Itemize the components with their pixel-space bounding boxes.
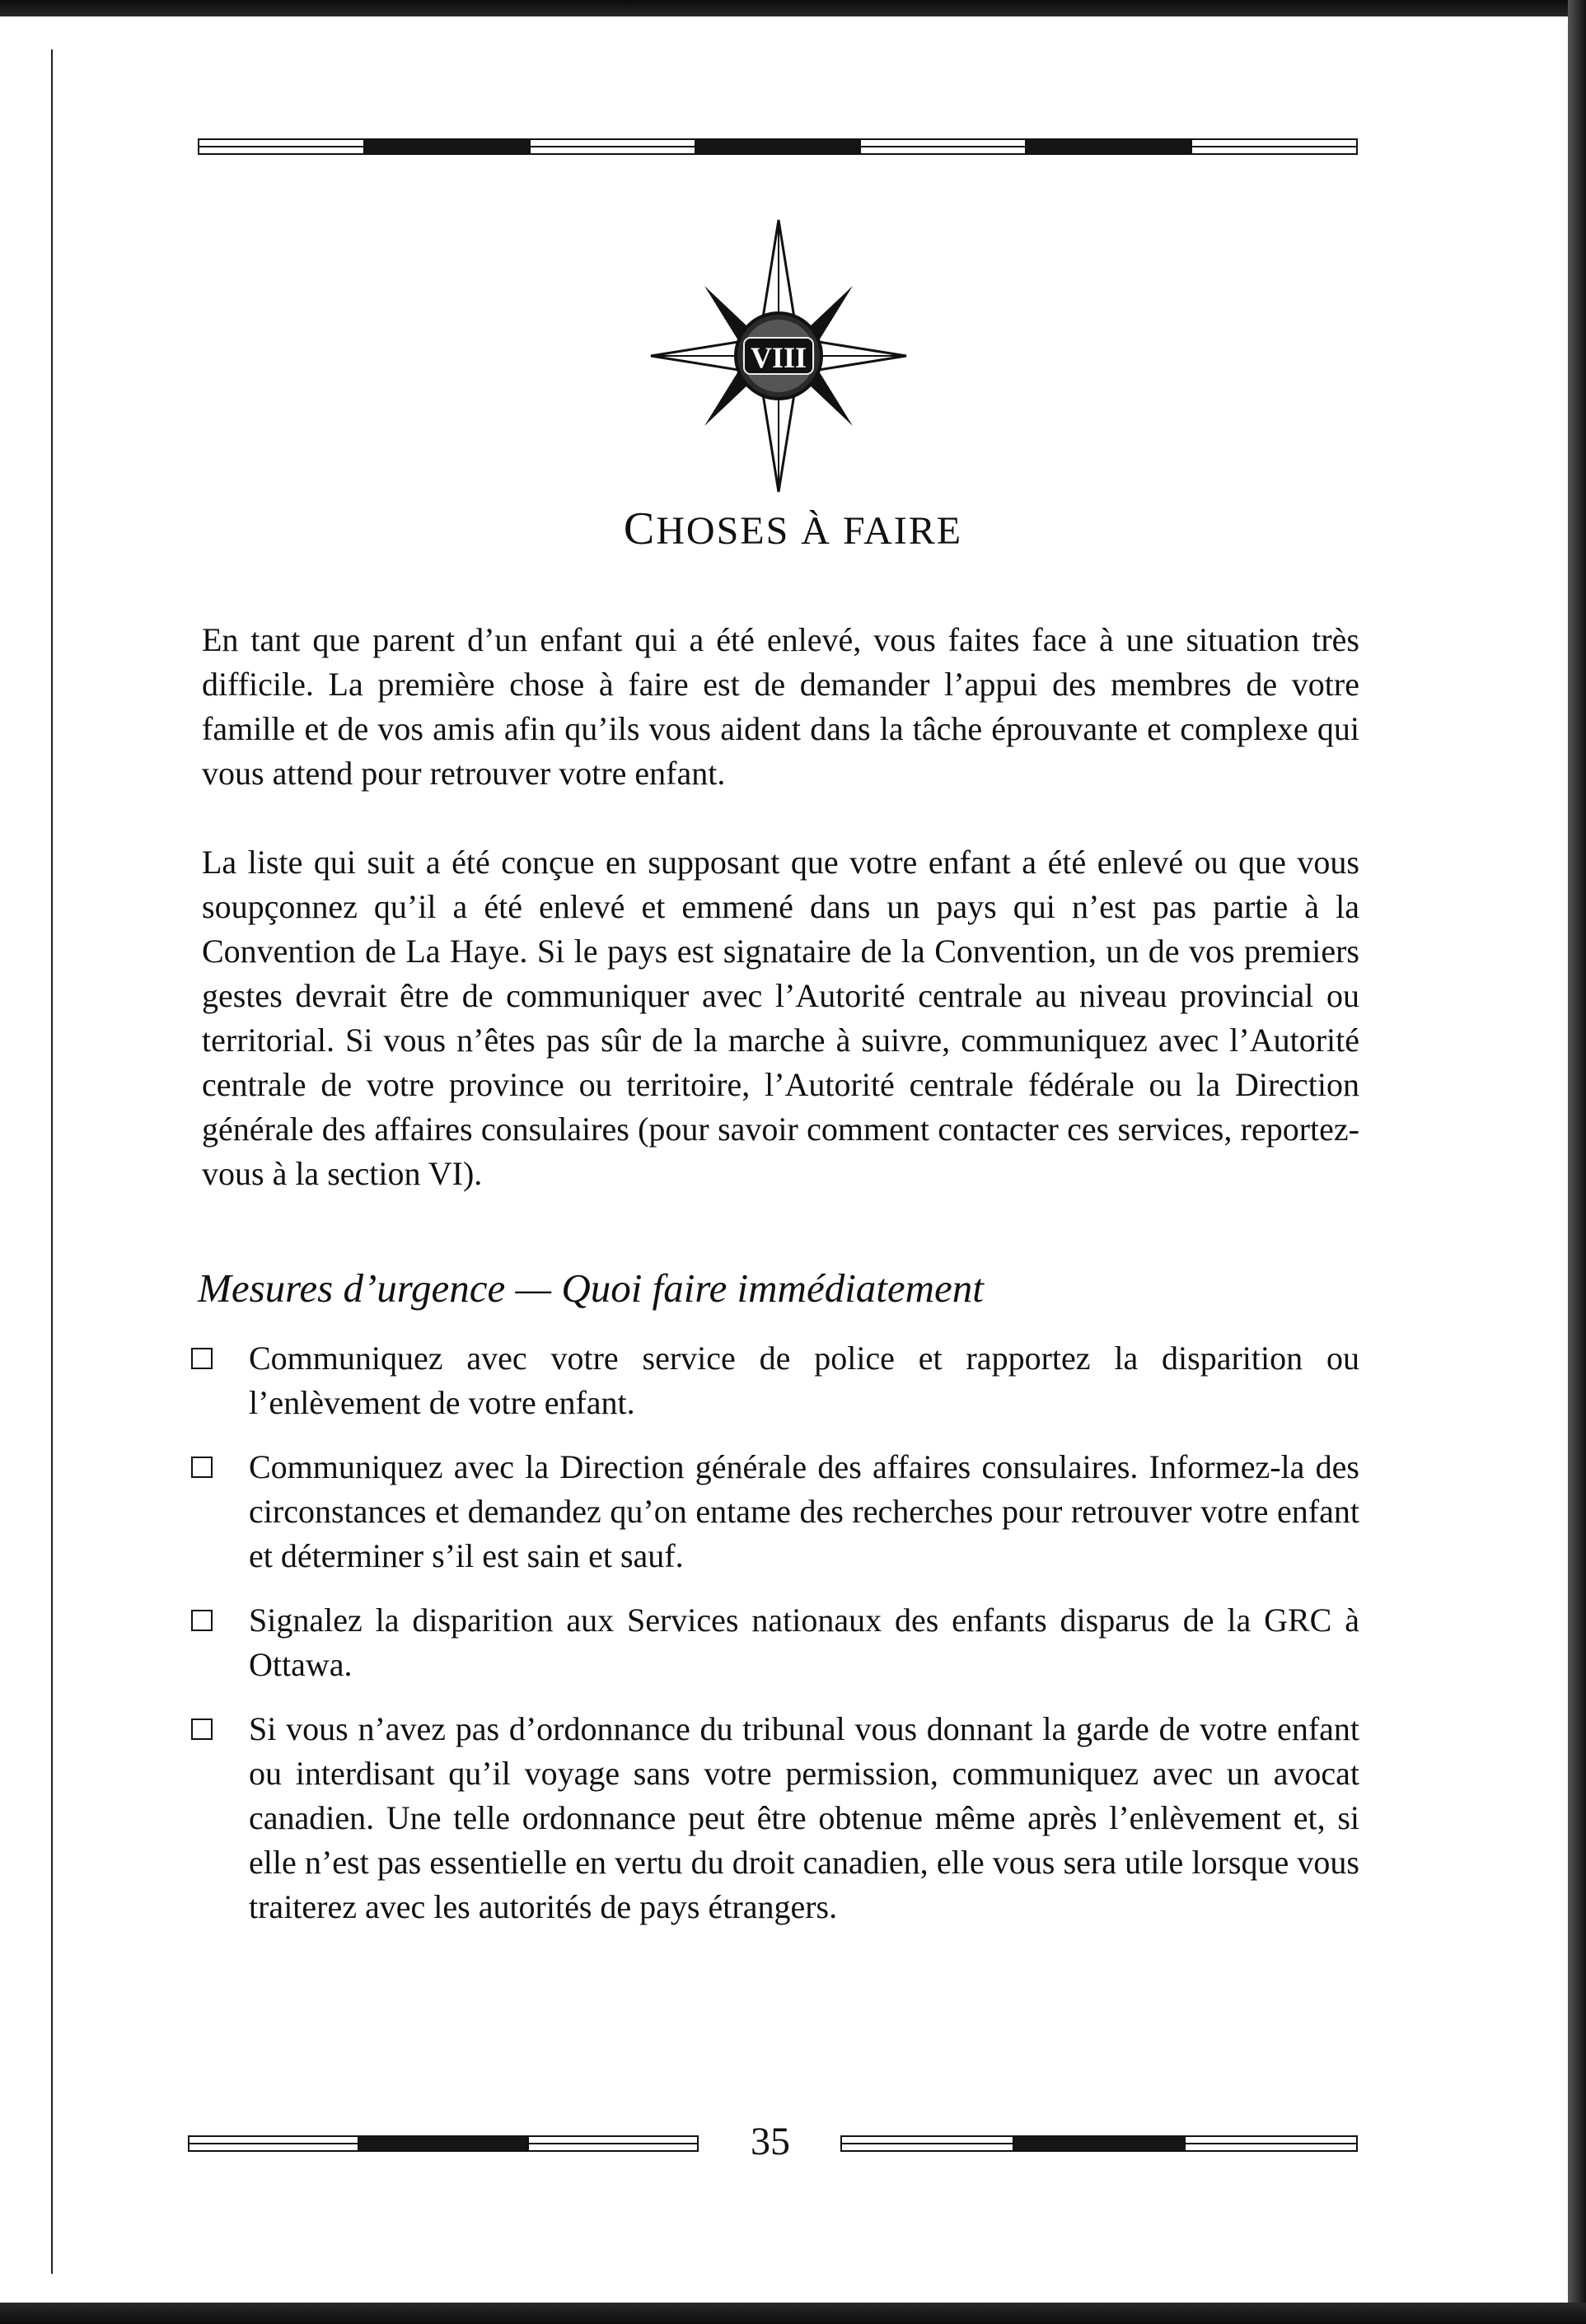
chapter-numeral: VIII <box>750 341 807 374</box>
checklist-item <box>189 1336 1359 1425</box>
scan-edge-bottom <box>0 2303 1586 2324</box>
section-heading: Mesures d’urgence — Quoi faire immédiatement <box>198 1265 984 1311</box>
intro-paragraph: La liste qui suit a été conçue en supposant que votre enfant a été enlevé ou que vous soupçonnez qu’il a été enlevé et emmené dans un pays qui n’est pas partie à la Convention de La Haye. Si le pays est signataire de la Convention, un de vos premiers gestes devrait être de communiquer avec l’Autorité centrale au niveau provincial ou territorial. Si vous n’êtes pas sûr de la marche à suivre, communiquez avec l’Autorité centrale de votre province ou territoire, l’Autorité centrale fédérale ou la Direction générale des affaires consulaires (pour savoir comment contacter ces services, reportez-vous à la section VI). <box>202 844 1359 1192</box>
checkbox[interactable] <box>191 1610 213 1631</box>
footer-rule-right <box>840 2135 1358 2152</box>
checklist-item-text: Communiquez avec la Direction générale des affaires consulaires. Informez-la des circonstances et demandez qu’on entame des recherches pour retrouver votre enfant et déterminer s’il est sain et sauf. <box>249 1448 1359 1574</box>
page-number: 35 <box>751 2120 790 2163</box>
scan-edge-top <box>0 0 1586 16</box>
checklist-item-text: Si vous n’avez pas d’ordonnance du tribunal vous donnant la garde de votre enfant ou interdisant qu’il voyage sans votre permission, communiquez avec un avocat canadien. Une telle ordonnance peut être obtenue même après l’enlèvement et, si elle n’est pas essentielle en vertu du droit canadien, elle vous sera utile lorsque vous traiterez avec les autorités de pays étrangers. <box>249 1710 1359 1925</box>
checklist-item-text: Communiquez avec votre service de police et rapportez la disparition ou l’enlèvement de votre enfant. <box>249 1340 1359 1421</box>
checklist-item-text: Signalez la disparition aux Services nationaux des enfants disparus de la GRC à Ottawa. <box>249 1602 1359 1683</box>
checklist-item <box>189 1445 1359 1578</box>
scan-edge-left <box>51 49 53 2274</box>
top-ornamental-rule <box>198 138 1358 155</box>
checklist-item <box>189 1598 1359 1687</box>
scan-edge-right <box>1568 0 1586 2324</box>
checkbox[interactable] <box>191 1718 213 1740</box>
footer-rule-left <box>188 2135 699 2152</box>
checkbox[interactable] <box>191 1457 213 1478</box>
chapter-title <box>0 503 1586 555</box>
chapter-title-initial: C <box>623 503 657 554</box>
compass-rose-icon <box>647 216 910 496</box>
checklist-item <box>189 1707 1359 1929</box>
checkbox[interactable] <box>191 1348 213 1369</box>
intro-paragraph: En tant que parent d’un enfant qui a été enlevé, vous faites face à une situation très difficile. La première chose à faire est de demander l’appui des membres de votre famille et de vos amis afin qu’ils vous aident dans la tâche éprouvante et complexe qui vous attend pour retrouver votre enfant. <box>202 621 1359 792</box>
checklist <box>189 1336 1359 1949</box>
chapter-title-rest: HOSES À FAIRE <box>656 509 963 553</box>
